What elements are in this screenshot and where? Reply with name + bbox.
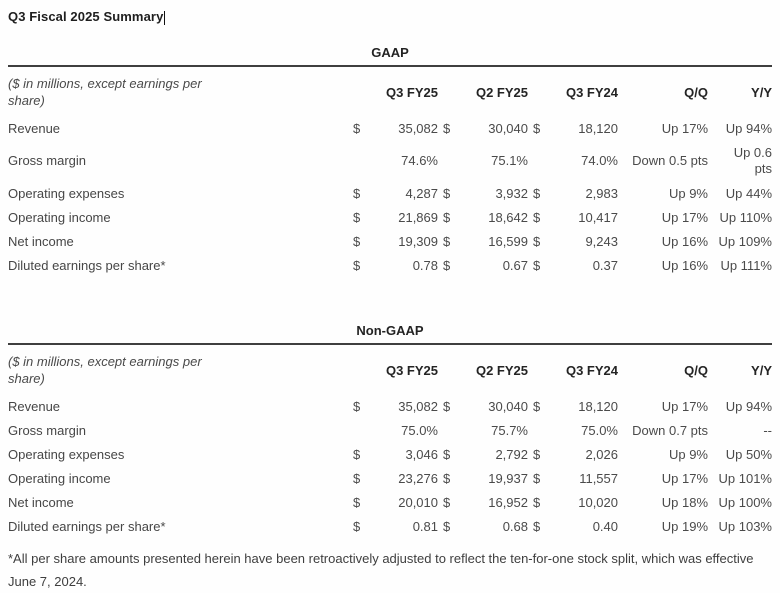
column-header-yy: Y/Y xyxy=(751,362,772,378)
dollar-sign: $ xyxy=(533,446,541,462)
q3fy25-value: 20,010 xyxy=(398,494,438,510)
q3fy25-value: 0.78 xyxy=(412,257,438,273)
row-label: Operating income xyxy=(8,470,111,486)
q3fy25-value: 4,287 xyxy=(405,185,438,201)
row-label: Gross margin xyxy=(8,153,87,168)
dollar-sign xyxy=(528,140,550,181)
q3fy25-value: 35,082 xyxy=(398,398,438,414)
dollar-sign: $ xyxy=(353,494,361,510)
unit-note xyxy=(8,344,348,394)
q3fy24-value: 74.0% xyxy=(581,153,618,168)
row-label: Operating expenses xyxy=(8,446,125,462)
q2fy25-value: 75.1% xyxy=(491,153,528,168)
table-row-net-income xyxy=(8,229,772,253)
column-header-yy: Y/Y xyxy=(751,84,772,100)
row-label: Operating income xyxy=(8,209,111,225)
yy-change: Up 110% xyxy=(719,209,772,225)
table-row-operating-income xyxy=(8,205,772,229)
qq-change: Up 18% xyxy=(661,494,708,510)
q3fy24-value: 18,120 xyxy=(578,120,618,136)
qq-change: Down 0.5 pts xyxy=(632,153,708,168)
yy-change: Up 94% xyxy=(725,398,772,414)
q3fy24-value: 0.37 xyxy=(592,257,618,273)
dollar-sign xyxy=(438,418,460,442)
column-header-q3fy24: Q3 FY24 xyxy=(565,362,618,378)
q3fy24-value: 10,020 xyxy=(578,494,618,510)
column-header-q3fy24: Q3 FY24 xyxy=(565,84,618,100)
unit-note xyxy=(8,66,348,116)
q3fy25-value: 19,309 xyxy=(398,233,438,249)
gaap-section xyxy=(8,45,772,277)
dollar-sign: $ xyxy=(533,257,541,273)
yy-change: -- xyxy=(763,422,772,438)
column-header-q2fy25: Q2 FY25 xyxy=(475,362,528,378)
yy-change: Up 50% xyxy=(725,446,772,462)
text-cursor xyxy=(164,11,165,25)
q3fy25-value: 23,276 xyxy=(398,470,438,486)
table-row-gross-margin xyxy=(8,140,772,181)
dollar-sign: $ xyxy=(353,398,361,414)
yy-change: Up 109% xyxy=(718,233,772,249)
row-label: Revenue xyxy=(8,398,61,414)
q2fy25-value: 16,952 xyxy=(488,494,528,510)
non-gaap-table-caption: Non-GAAP xyxy=(356,323,424,338)
dollar-sign xyxy=(528,418,550,442)
q3fy25-value: 0.81 xyxy=(412,518,438,534)
q3fy24-value: 9,243 xyxy=(585,233,618,249)
dollar-sign: $ xyxy=(443,233,451,249)
non-gaap-section xyxy=(8,323,772,538)
yy-change: Up 0.6 pts xyxy=(733,144,772,176)
dollar-sign: $ xyxy=(443,257,451,273)
q2fy25-value: 2,792 xyxy=(495,446,528,462)
q3fy25-value: 35,082 xyxy=(398,120,438,136)
dollar-sign: $ xyxy=(353,470,361,486)
q3fy25-value: 3,046 xyxy=(405,446,438,462)
dollar-sign: $ xyxy=(533,209,541,225)
row-label: Net income xyxy=(8,233,74,249)
table-row-operating-income xyxy=(8,466,772,490)
unit-note-text: ($ in millions, except earnings per share) xyxy=(8,76,202,108)
dollar-sign: $ xyxy=(533,120,541,136)
dollar-sign: $ xyxy=(443,494,451,510)
dollar-sign: $ xyxy=(533,185,541,201)
q2fy25-value: 0.68 xyxy=(502,518,528,534)
dollar-sign: $ xyxy=(533,518,541,534)
table-row-operating-expenses xyxy=(8,181,772,205)
qq-change: Up 17% xyxy=(661,470,708,486)
qq-change: Up 17% xyxy=(661,120,708,136)
row-label: Net income xyxy=(8,494,74,510)
q2fy25-value: 16,599 xyxy=(488,233,528,249)
dollar-sign: $ xyxy=(353,518,361,534)
gaap-header-row xyxy=(8,66,772,116)
unit-note-text: ($ in millions, except earnings per share) xyxy=(8,354,202,386)
table-row-diluted-eps xyxy=(8,253,772,277)
q3fy25-value: 74.6% xyxy=(401,153,438,168)
table-row-diluted-eps xyxy=(8,514,772,538)
row-label: Gross margin xyxy=(8,422,87,438)
row-label: Diluted earnings per share* xyxy=(8,257,166,273)
yy-change: Up 103% xyxy=(718,518,772,534)
dollar-sign: $ xyxy=(533,233,541,249)
q2fy25-value: 18,642 xyxy=(488,209,528,225)
q2fy25-value: 3,932 xyxy=(495,185,528,201)
dollar-sign xyxy=(348,418,370,442)
title-line xyxy=(8,8,772,26)
column-header-q2fy25: Q2 FY25 xyxy=(475,84,528,100)
dollar-sign: $ xyxy=(443,518,451,534)
footnote: *All per share amounts presented herein have been retroactively adjusted to reflect the ten-for-one stock split, which was effective June 7, 2024. xyxy=(8,551,754,589)
dollar-sign: $ xyxy=(443,185,451,201)
yy-change: Up 101% xyxy=(718,470,772,486)
table-row-operating-expenses xyxy=(8,442,772,466)
q2fy25-value: 19,937 xyxy=(488,470,528,486)
row-label: Operating expenses xyxy=(8,185,125,201)
qq-change: Up 16% xyxy=(661,257,708,273)
gaap-table xyxy=(8,65,772,277)
q3fy24-value: 2,983 xyxy=(585,185,618,201)
q2fy25-value: 0.67 xyxy=(502,257,528,273)
dollar-sign: $ xyxy=(443,398,451,414)
dollar-sign: $ xyxy=(443,120,451,136)
table-row-revenue xyxy=(8,116,772,140)
yy-change: Up 111% xyxy=(720,257,772,273)
qq-change: Up 9% xyxy=(668,446,708,462)
dollar-sign: $ xyxy=(533,470,541,486)
dollar-sign: $ xyxy=(443,209,451,225)
column-header-qq: Q/Q xyxy=(684,84,708,100)
qq-change: Down 0.7 pts xyxy=(632,422,708,438)
dollar-sign: $ xyxy=(353,257,361,273)
dollar-sign: $ xyxy=(443,446,451,462)
dollar-sign xyxy=(438,140,460,181)
q3fy24-value: 10,417 xyxy=(578,209,618,225)
qq-change: Up 19% xyxy=(661,518,708,534)
dollar-sign: $ xyxy=(533,494,541,510)
non-gaap-header-row xyxy=(8,344,772,394)
yy-change: Up 94% xyxy=(725,120,772,136)
dollar-sign: $ xyxy=(353,120,361,136)
q3fy24-value: 75.0% xyxy=(581,422,618,438)
non-gaap-table xyxy=(8,343,772,538)
dollar-sign: $ xyxy=(353,446,361,462)
q3fy24-value: 0.40 xyxy=(592,518,618,534)
q2fy25-value: 30,040 xyxy=(488,398,528,414)
qq-change: Up 9% xyxy=(668,185,708,201)
dollar-sign: $ xyxy=(443,470,451,486)
column-header-q3fy25: Q3 FY25 xyxy=(385,362,438,378)
dollar-sign: $ xyxy=(353,185,361,201)
q3fy24-value: 18,120 xyxy=(578,398,618,414)
dollar-sign: $ xyxy=(533,398,541,414)
column-header-q3fy25: Q3 FY25 xyxy=(385,84,438,100)
table-row-revenue xyxy=(8,394,772,418)
q3fy25-value: 21,869 xyxy=(398,209,438,225)
q3fy24-value: 2,026 xyxy=(585,446,618,462)
qq-change: Up 17% xyxy=(661,398,708,414)
dollar-sign: $ xyxy=(353,233,361,249)
qq-change: Up 17% xyxy=(661,209,708,225)
yy-change: Up 44% xyxy=(725,185,772,201)
gaap-table-caption: GAAP xyxy=(371,45,409,60)
q2fy25-value: 75.7% xyxy=(491,422,528,438)
qq-change: Up 16% xyxy=(661,233,708,249)
table-row-gross-margin xyxy=(8,418,772,442)
table-row-net-income xyxy=(8,490,772,514)
row-label: Revenue xyxy=(8,120,61,136)
q3fy25-value: 75.0% xyxy=(401,422,438,438)
row-label: Diluted earnings per share* xyxy=(8,518,166,534)
dollar-sign xyxy=(348,140,370,181)
q2fy25-value: 30,040 xyxy=(488,120,528,136)
dollar-sign: $ xyxy=(353,209,361,225)
yy-change: Up 100% xyxy=(718,494,772,510)
column-header-qq: Q/Q xyxy=(684,362,708,378)
q3fy24-value: 11,557 xyxy=(579,470,618,486)
page-title[interactable]: Q3 Fiscal 2025 Summary xyxy=(8,9,164,24)
